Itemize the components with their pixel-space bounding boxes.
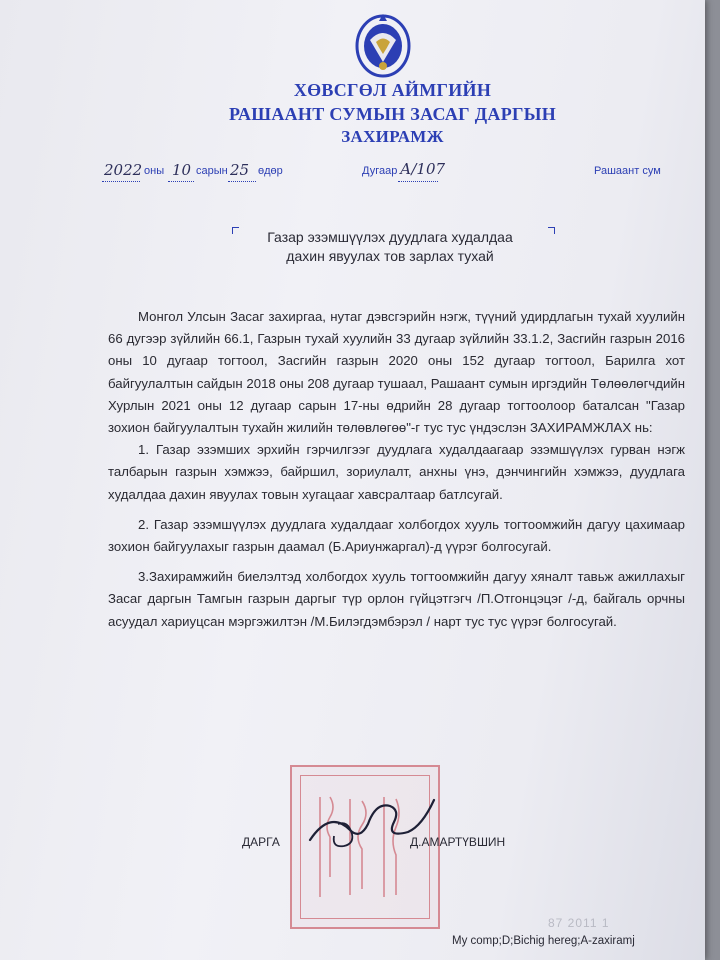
date-year-suffix: оны [144, 165, 165, 177]
document-title-line2: дахин явуулах тов зарлах тухай [286, 248, 494, 264]
date-year: 2022 [104, 161, 143, 179]
signatory-name: Д.АМАРТҮВШИН [410, 835, 506, 849]
document-type: ЗАХИРАМЖ [341, 127, 444, 146]
document-number: А/107 [400, 160, 446, 178]
clause-3: 3.Захирамжийн биелэлтэд холбогдох хууль тогтоомжийн дагуу хяналт тавьж ажиллахыг Засаг даргын Тамгын газрын даргыг түр орлон гүйцэтгэгч /П.Отгонцэцэг /-д, байгаль орчны асуудал хариуцсан мэргэжилтэн /М.Билэгдэмбэрэл / нарт тус тус үүрэг болгосугай. [108, 569, 685, 629]
date-day-suffix: өдөр [258, 165, 283, 177]
file-path-footer: My comp;D;Bichig hereg;A-zaxiramj [452, 935, 635, 947]
document-title-line1: Газар эзэмшүүлэх дуудлага худалдаа [267, 229, 513, 245]
issuer-office: РАШААНТ СУМЫН ЗАСАГ ДАРГЫН [228, 104, 557, 124]
number-label: Дугаар [362, 165, 398, 177]
faint-print-artifact: 87 2011 1 [548, 916, 610, 930]
date-month: 10 [172, 161, 192, 179]
document-body [108, 306, 685, 633]
document-place: Рашаант сум [594, 165, 661, 177]
date-month-suffix: сарын [196, 165, 228, 177]
issuer-province: ХӨВСГӨЛ АЙМГИЙН [293, 80, 492, 100]
intro-paragraph: Монгол Улсын Засаг захиргаа, нутаг дэвсгэрийн нэгж, түүний удирдлагын тухай хуулийн 66 дугээр зүйлийн 66.1, Газрын тухай хуулийн 33 дугаар зүйлийн 33.1.2, Засгийн газрын 2016 оны 10 дугаар тогтоол, Засгийн газрын 2020 оны 152 дугаар тогтоол, Барилга хот байгуулалтын сайдын 2018 оны 208 дугаар тушаал, Рашаант сумын иргэдийн Төлөөлөгчдийн Хурлын 2021 оны 12 дугаар сарын 17-ны өдрийн 28 дугаар тогтоолоор баталсан "Газар зохион байгуулалтын тухайн жилийн төлөвлөгөө"-г тус тус үндэслэн ЗАХИРАМЖЛАХ нь: [108, 309, 685, 436]
signatory-role: ДАРГА [242, 835, 280, 849]
clause-2: 2. Газар эзэмшүүлэх дуудлага худалдааг холбогдох хууль тогтоомжийн дагуу цахимаар зохион байгуулахыг газрын даамал (Б.Ариунжаргал)-д үүрэг болгосугай. [108, 516, 685, 555]
date-day: 25 [230, 161, 250, 179]
clause-1: 1. Газар эзэмших эрхийн гэрчилгээг дуудлага худалдаагаар эзэмшүүлэх гурван нэгж талбарын газрын хэмжээ, байршил, зориулалт, анхны үнэ, дэнчингийн хэмжээ, дуудлага худалдаа дахин явуулах товын хугацааг хавсралтаар батлсугай. [108, 442, 685, 502]
state-emblem-icon [354, 10, 412, 78]
